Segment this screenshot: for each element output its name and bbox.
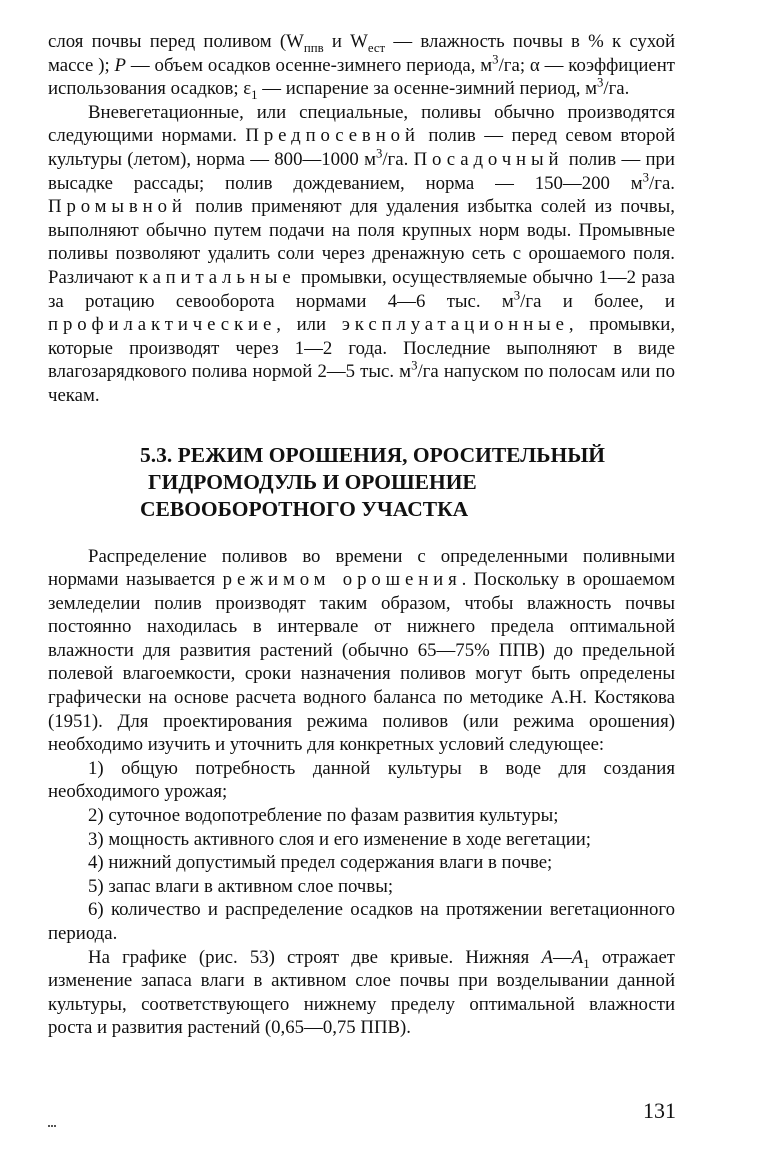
paragraph-graph-description: На графике (рис. 53) строят две кривые. Нижняя $A—A_1$ отражает изменение запаса влаги в активном слое почвы при возделывании данной культуры, соответствующего нижнему пределу оптимальной влажности роста и развития растений (0,65—0,75 ППВ).	[48, 946, 676, 1039]
section-heading-line-2: ГИДРОМОДУЛЬ И ОРОШЕНИЕ	[148, 469, 477, 494]
scan-mark	[48, 1125, 56, 1130]
spaced-term: капитальные	[138, 266, 296, 288]
spaced-term: Предпосевной	[245, 125, 420, 147]
list-item: 4) нижний допустимый предел содержания влаги в почве;	[88, 852, 553, 874]
list-item: 2) суточное водопотребление по фазам развития культуры;	[88, 805, 559, 827]
paragraph-irrigation-regime: Распределение поливов во времени с определенными поливными нормами называется режимом орошения. Поскольку в орошаемом земледелии полив производят таким образом, чтобы влажность почвы постоянно находилась в интервале от нижнего предела оптимальной влажности для развития растений (обычно 65—75% ППВ) до предельной полевой влагоемкости, сроки назначения поливов могут быть определены графически на основе расчета водного баланса по методике А.Н. Костякова (1951). Для проектирования режима поливов (или режима орошения) необходимо изучить и уточнить для конкретных условий следующее:	[48, 545, 675, 756]
section-heading-line-3: СЕВООБОРОТНОГО УЧАСТКА	[140, 496, 469, 521]
section-heading-line-1: 5.3. РЕЖИМ ОРОШЕНИЯ, ОРОСИТЕЛЬНЫЙ	[140, 442, 606, 467]
list-item: 1) общую потребность данной культуры в воде для создания необходимого урожая;	[48, 757, 675, 803]
section-heading	[140, 442, 675, 523]
spaced-term: режимом орошения	[222, 569, 462, 591]
paragraph-formula-legend: слоя почвы перед поливом ($W_{ппв}$ и $W_{ест}$ — влажность почвы в % к сухой массе ); P — объем осадков осенне-зимнего периода, $м^3/га$; α — коэффициент использования осадков; $\varepsilon_1$ — испарение за осенне-зимний период, $м^3/га$.	[48, 31, 676, 102]
spaced-term: профилактические	[48, 314, 277, 336]
spaced-term: Посадочный	[413, 148, 564, 170]
spaced-term: эксплуатационные	[341, 314, 569, 336]
paragraph-special-irrigation: Вневегетационные, или специальные, поливы обычно производятся следующими нормами. Предпосевной полив — перед севом второй культуры (летом), норма — 800—1000 $м^3/га$. Посадочный полив — при высадке рассады; полив дождеванием, норма — 150—200 $м^3/га$. Промывной полив применяют для удаления избытка солей из почвы, выполняют обычно путем подачи на поля крупных норм воды. Промывные поливы позволяют удалить соли через дренажную сеть с орошаемого поля. Различают капитальные промывки, осуществляемые обычно 1—2 раза за ротацию севооборота нормами 4—6 тыс. $м^3/га$ и более, и профилактические, или эксплуатационные, промывки, которые производят через 1—2 года. Последние выполняют в виде влагозарядкового полива нормой 2—5 тыс. $м^3/га$ напуском по полосам или по чекам.	[48, 101, 676, 406]
list-item: 6) количество и распределение осадков на протяжении вегетационного периода.	[48, 899, 675, 944]
spaced-term: Промывной	[48, 196, 187, 218]
list-item: 3) мощность активного слоя и его изменение в ходе вегетации;	[88, 828, 592, 850]
page-number: 131	[643, 1098, 676, 1123]
page-content	[48, 30, 675, 1040]
list-item: 5) запас влаги в активном слое почвы;	[88, 875, 394, 897]
